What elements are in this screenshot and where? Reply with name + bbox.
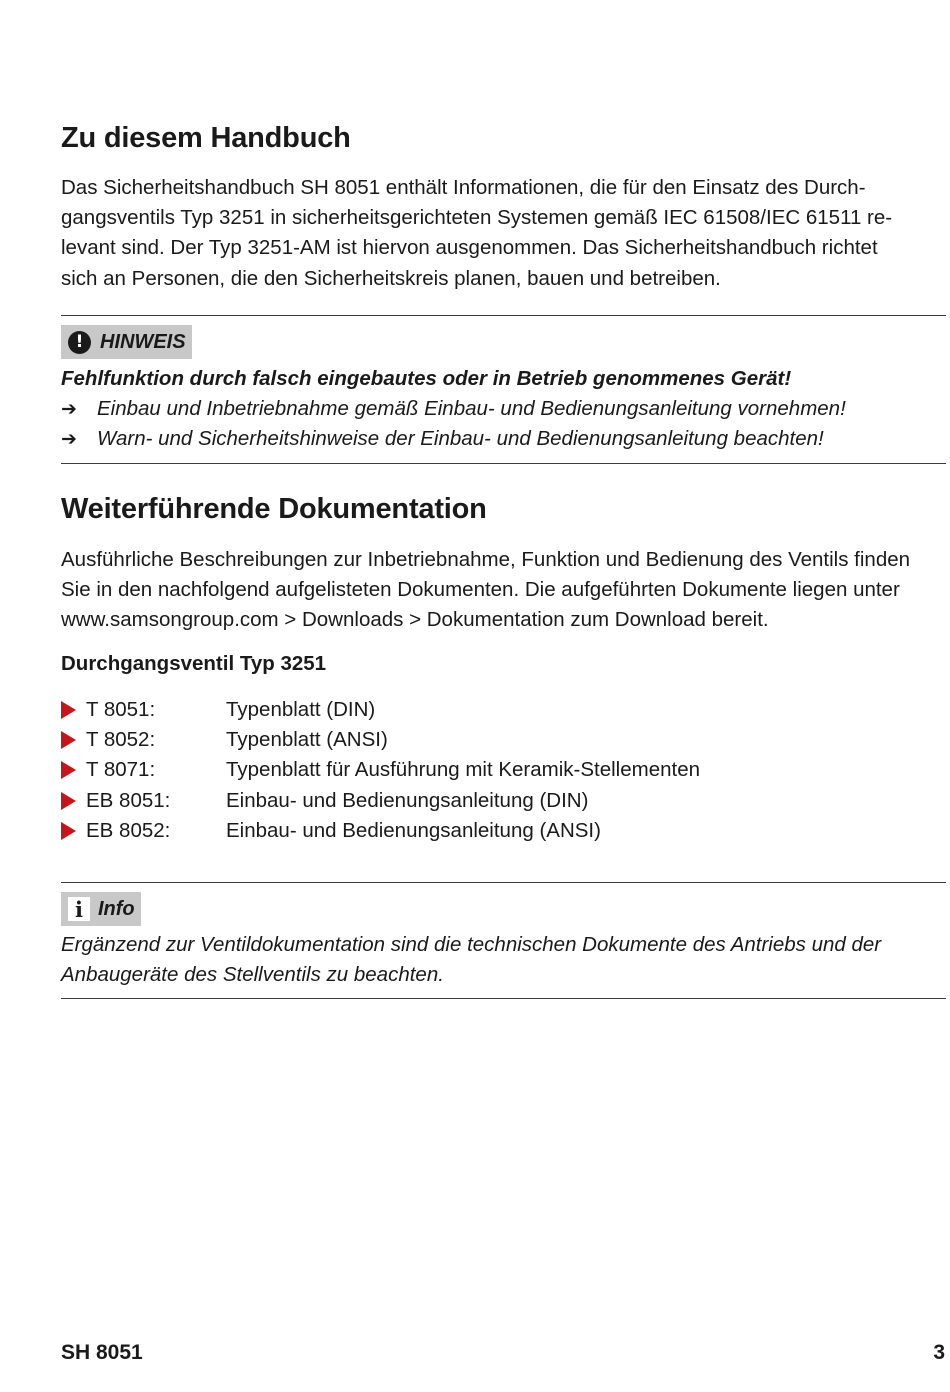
info-label xyxy=(61,892,141,926)
notice-label xyxy=(61,325,192,359)
document-code: T 8051: xyxy=(86,698,156,722)
info-bottom-divider xyxy=(61,998,946,999)
notice-label-text: HINWEIS xyxy=(100,330,186,353)
documentation-paragraph xyxy=(61,545,910,636)
section-title-dokumentation: Weiterführende Dokumentation xyxy=(61,493,487,525)
exclamation-icon: ! xyxy=(68,331,91,354)
paragraph-line: www.samsongroup.com > Downloads > Dokumentation zum Download bereit. xyxy=(61,608,769,632)
arrow-right-icon: ➔ xyxy=(61,398,77,421)
list-item xyxy=(61,725,700,755)
info-top-divider xyxy=(61,882,946,883)
triangle-bullet-icon xyxy=(61,701,76,719)
document-code: EB 8052: xyxy=(86,818,171,842)
paragraph-line: levant sind. Der Typ 3251-AM ist hiervon ausgenommen. Das Sicherheitshandbuch richtet xyxy=(61,236,878,260)
document-code: EB 8051: xyxy=(86,788,171,812)
paragraph-line: Sie in den nachfolgend aufgelisteten Dokumenten. Die aufgeführten Dokumente liegen unter xyxy=(61,578,900,602)
list-item xyxy=(61,755,700,785)
paragraph-line: sich an Personen, die den Sicherheitskreis planen, bauen und betreiben. xyxy=(61,266,721,290)
notice-item xyxy=(61,394,846,424)
paragraph-line: Das Sicherheitshandbuch SH 8051 enthält Informationen, die für den Einsatz des Durch- xyxy=(61,176,866,199)
paragraph-line: gangsventils Typ 3251 in sicherheitsgerichteten Systemen gemäß IEC 61508/IEC 61511 re- xyxy=(61,206,893,230)
info-line: Anbaugeräte des Stellventils zu beachten. xyxy=(61,963,444,987)
valve-subheading: Durchgangsventil Typ 3251 xyxy=(61,652,327,675)
document-title: Typenblatt (ANSI) xyxy=(226,728,388,752)
info-icon: i xyxy=(68,897,90,921)
document-code: T 8071: xyxy=(86,758,156,782)
document-code: T 8052: xyxy=(86,728,156,752)
footer-document-id: SH 8051 xyxy=(61,1341,143,1364)
notice-body xyxy=(61,364,846,455)
notice-heading: Fehlfunktion durch falsch eingebautes oder in Betrieb genommenes Gerät! xyxy=(61,367,792,390)
list-item xyxy=(61,786,700,816)
info-label-text: Info xyxy=(98,897,135,920)
document-title: Einbau- und Bedienungsanleitung (DIN) xyxy=(226,788,589,812)
document-title: Typenblatt für Ausführung mit Keramik-Stellementen xyxy=(226,758,701,782)
notice-item-text: Einbau und Inbetriebnahme gemäß Einbau- und Bedienungsanleitung vornehmen! xyxy=(97,397,846,421)
notice-bottom-divider xyxy=(61,463,946,464)
triangle-bullet-icon xyxy=(61,761,76,779)
section-intro-paragraph xyxy=(61,173,892,294)
info-body xyxy=(61,930,881,990)
document-title: Typenblatt (DIN) xyxy=(226,698,376,722)
triangle-bullet-icon xyxy=(61,731,76,749)
notice-item-text: Warn- und Sicherheitshinweise der Einbau- und Bedienungsanleitung beachten! xyxy=(97,427,824,451)
section-title-handbuch: Zu diesem Handbuch xyxy=(61,122,351,154)
triangle-bullet-icon xyxy=(61,792,76,810)
triangle-bullet-icon xyxy=(61,822,76,840)
document-title: Einbau- und Bedienungsanleitung (ANSI) xyxy=(226,818,601,842)
list-item xyxy=(61,816,700,846)
arrow-right-icon: ➔ xyxy=(61,428,77,451)
notice-top-divider xyxy=(61,315,946,316)
paragraph-line: Ausführliche Beschreibungen zur Inbetriebnahme, Funktion und Bedienung des Ventils finden xyxy=(61,548,911,571)
page-number: 3 xyxy=(933,1341,945,1364)
document-list xyxy=(61,695,700,846)
info-line: Ergänzend zur Ventildokumentation sind die technischen Dokumente des Antriebs und der xyxy=(61,933,882,956)
notice-item xyxy=(61,424,846,454)
list-item xyxy=(61,695,700,725)
